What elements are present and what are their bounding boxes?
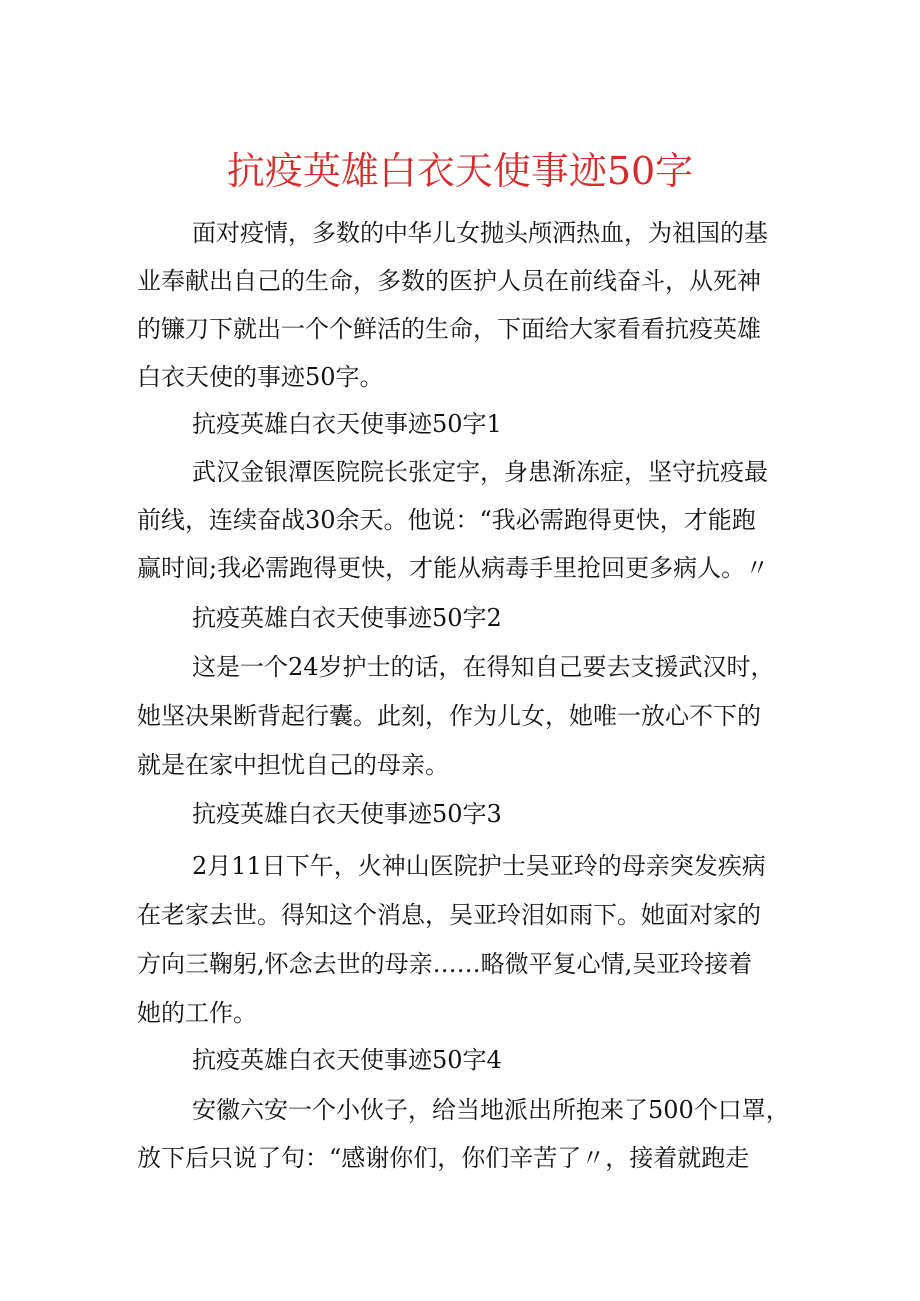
section-3-line-3: 方向三鞠躬,怀念去世的母亲……略微平复心情,吴亚玲接着 [137,950,753,978]
section-heading-3: 抗疫英雄白衣天使事迹50字3 [192,800,502,828]
section-3-line-2: 在老家去世。得知这个消息，吴亚玲泪如雨下。她面对家的 [137,901,761,929]
section-heading-1: 抗疫英雄白衣天使事迹50字1 [192,410,502,438]
section-heading-4: 抗疫英雄白衣天使事迹50字4 [192,1046,502,1074]
intro-line-1: 面对疫情，多数的中华儿女抛头颅洒热血，为祖国的基 [192,219,768,247]
section-1-line-1: 武汉金银潭医院院长张定宇，身患渐冻症，坚守抗疫最 [192,458,768,486]
section-2-line-3: 就是在家中担忧自己的母亲。 [137,751,449,779]
section-1-line-3: 赢时间;我必需跑得更快，才能从病毒手里抢回更多病人。〃 [137,554,770,582]
section-4-line-1: 安徽六安一个小伙子，给当地派出所抱来了500个口罩， [192,1096,790,1124]
section-3-line-4: 她的工作。 [137,999,257,1027]
section-1-line-2: 前线，连续奋战30余天。他说：“我必需跑得更快，才能跑 [137,506,756,534]
intro-line-2: 业奉献出自己的生命，多数的医护人员在前线奋斗，从死神 [137,267,761,295]
section-2-line-2: 她坚决果断背起行囊。此刻，作为儿女，她唯一放心不下的 [137,702,761,730]
intro-line-3: 的镰刀下就出一个个鲜活的生命，下面给大家看看抗疫英雄 [137,315,761,343]
intro-line-4: 白衣天使的事迹50字。 [137,363,384,391]
section-heading-2: 抗疫英雄白衣天使事迹50字2 [192,604,502,632]
section-4-line-2: 放下后只说了句：“感谢你们，你们辛苦了〃，接着就跑走 [137,1144,750,1172]
section-2-line-1: 这是一个24岁护士的话，在得知自己要去支援武汉时， [192,653,775,681]
document-title: 抗疫英雄白衣天使事迹50字 [226,149,694,193]
section-3-line-1: 2月11日下午，火神山医院护士吴亚玲的母亲突发疾病 [192,852,766,880]
